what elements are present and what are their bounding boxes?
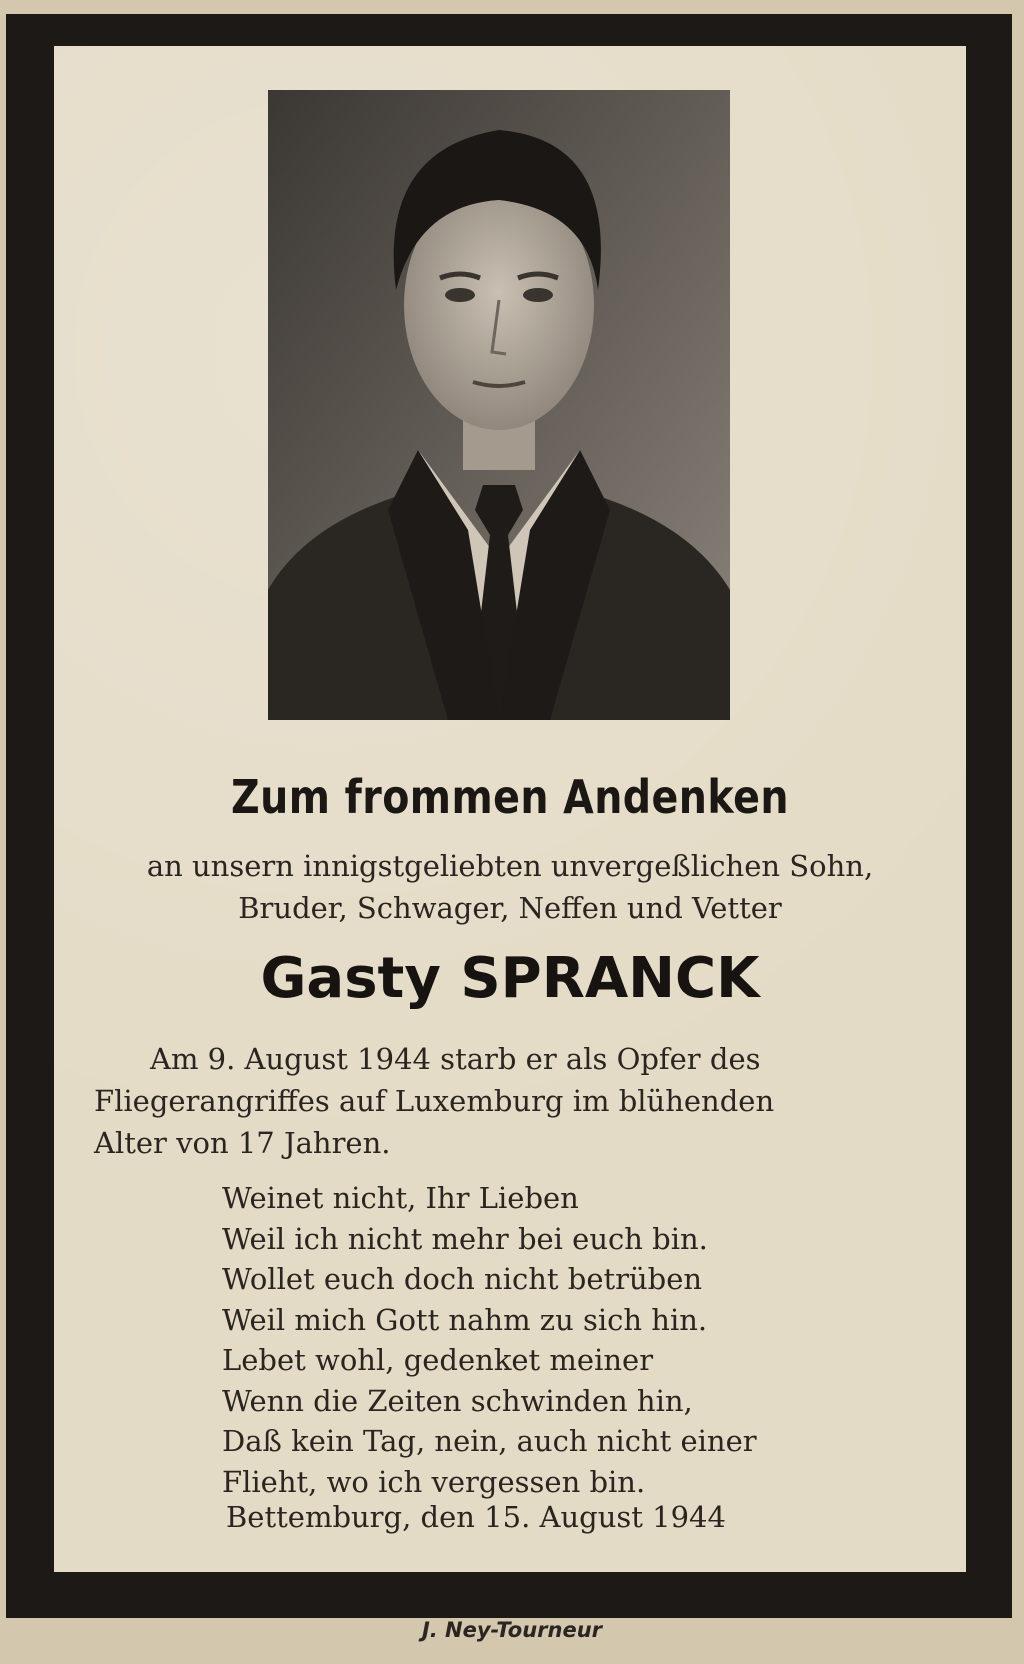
death-notice-text bbox=[94, 1038, 914, 1164]
deceased-name: Gasty SPRANCK bbox=[260, 946, 760, 1011]
card-heading: Zum frommen Andenken bbox=[231, 770, 789, 824]
printer-credit: J. Ney-Tourneur bbox=[421, 1618, 603, 1642]
notice-line: Am 9. August 1944 starb er als Opfer des bbox=[150, 1042, 761, 1076]
notice-line: Fliegerangriffes auf Luxemburg im blühenden bbox=[94, 1084, 775, 1118]
poem-line: Wenn die Zeiten schwinden hin, bbox=[222, 1383, 693, 1418]
memorial-poem bbox=[222, 1178, 757, 1502]
poem-line: Weil ich nicht mehr bei euch bin. bbox=[222, 1221, 708, 1256]
dedication-text bbox=[54, 845, 966, 929]
notice-line: Alter von 17 Jahren. bbox=[94, 1126, 391, 1160]
poem-line: Weinet nicht, Ihr Lieben bbox=[222, 1181, 579, 1215]
portrait-photo bbox=[268, 90, 730, 720]
place-and-date: Bettemburg, den 15. August 1944 bbox=[226, 1500, 726, 1534]
dedication-line: an unsern innigstgeliebten unvergeßlichen Sohn, bbox=[146, 849, 874, 883]
dedication-line: Bruder, Schwager, Neffen und Vetter bbox=[238, 891, 782, 925]
poem-line: Flieht, wo ich vergessen bin. bbox=[222, 1464, 646, 1499]
poem-line: Wollet euch doch nicht betrüben bbox=[222, 1262, 703, 1296]
poem-line: Lebet wohl, gedenket meiner bbox=[222, 1343, 654, 1377]
poem-line: Weil mich Gott nahm zu sich hin. bbox=[222, 1302, 708, 1337]
poem-line: Daß kein Tag, nein, auch nicht einer bbox=[222, 1424, 757, 1458]
